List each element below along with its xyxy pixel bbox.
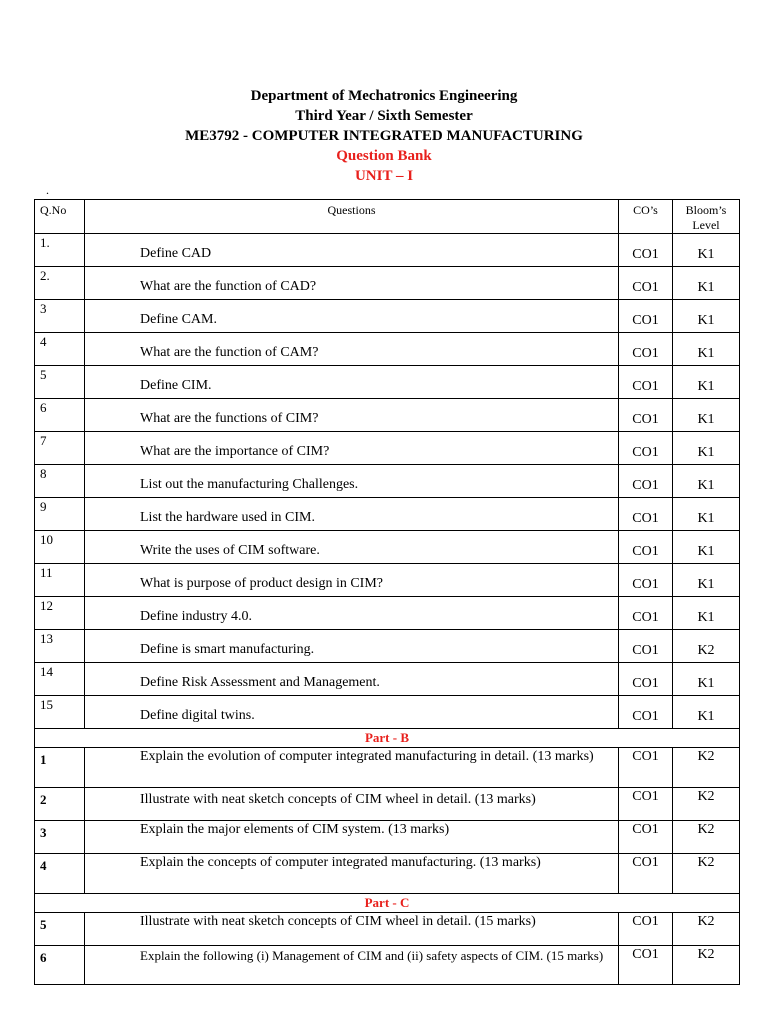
question-number: 2	[35, 788, 85, 821]
question-text: Write the uses of CIM software.	[85, 531, 619, 564]
question-text: What is purpose of product design in CIM?	[85, 564, 619, 597]
question-number: 1.	[35, 234, 85, 267]
table-row	[35, 748, 740, 788]
table-row	[35, 465, 740, 498]
course-outcome: CO1	[619, 300, 673, 333]
course-outcome: CO1	[619, 267, 673, 300]
table-header-row	[35, 200, 740, 234]
question-number: 12	[35, 597, 85, 630]
table-row	[35, 300, 740, 333]
question-number: 11	[35, 564, 85, 597]
course-outcome: CO1	[619, 821, 673, 854]
question-text: List out the manufacturing Challenges.	[85, 465, 619, 498]
table-row	[35, 696, 740, 729]
bloom-level: K1	[673, 366, 740, 399]
course-outcome: CO1	[619, 399, 673, 432]
part-b-title: Part - B	[35, 729, 740, 748]
stray-mark: .	[46, 183, 49, 197]
table-row	[35, 854, 740, 894]
course-outcome: CO1	[619, 465, 673, 498]
question-number: 5	[35, 366, 85, 399]
header-bloom: Bloom’s Level	[673, 200, 740, 234]
document-header	[0, 86, 768, 186]
question-number: 7	[35, 432, 85, 465]
table-row	[35, 234, 740, 267]
table-row	[35, 663, 740, 696]
question-text: List the hardware used in CIM.	[85, 498, 619, 531]
question-text: Illustrate with neat sketch concepts of CIM wheel in detail. (13 marks)	[85, 788, 619, 821]
question-number: 5	[35, 913, 85, 946]
part-c-title: Part - C	[35, 894, 740, 913]
table-row	[35, 333, 740, 366]
question-number: 4	[35, 854, 85, 894]
bloom-level: K2	[673, 748, 740, 788]
bloom-level: K2	[673, 946, 740, 985]
course-outcome: CO1	[619, 432, 673, 465]
part-b-heading-row	[35, 729, 740, 748]
table-row	[35, 946, 740, 985]
bloom-level: K1	[673, 498, 740, 531]
bloom-level: K1	[673, 333, 740, 366]
question-text: Define CIM.	[85, 366, 619, 399]
question-number: 6	[35, 946, 85, 985]
department-title: Department of Mechatronics Engineering	[250, 88, 518, 104]
table-row	[35, 821, 740, 854]
table-row	[35, 531, 740, 564]
course-outcome: CO1	[619, 597, 673, 630]
doc-type: Question Bank	[336, 148, 432, 164]
table-row	[35, 564, 740, 597]
course-outcome: CO1	[619, 333, 673, 366]
question-number: 6	[35, 399, 85, 432]
bloom-level: K1	[673, 465, 740, 498]
course-outcome: CO1	[619, 234, 673, 267]
course-outcome: CO1	[619, 498, 673, 531]
question-text: Explain the major elements of CIM system. (13 marks)	[85, 821, 619, 854]
course-outcome: CO1	[619, 630, 673, 663]
course-outcome: CO1	[619, 366, 673, 399]
bloom-level: K1	[673, 399, 740, 432]
question-text: Illustrate with neat sketch concepts of CIM wheel in detail. (15 marks)	[85, 913, 619, 946]
part-c-heading-row	[35, 894, 740, 913]
table-row	[35, 597, 740, 630]
bloom-level: K2	[673, 630, 740, 663]
question-text: Define Risk Assessment and Management.	[85, 663, 619, 696]
question-table	[34, 199, 740, 985]
bloom-level: K1	[673, 234, 740, 267]
question-text: What are the function of CAM?	[85, 333, 619, 366]
header-qno: Q.No	[35, 200, 85, 234]
bloom-level: K1	[673, 663, 740, 696]
course-outcome: CO1	[619, 854, 673, 894]
course-outcome: CO1	[619, 788, 673, 821]
table-row	[35, 267, 740, 300]
question-text: Define digital twins.	[85, 696, 619, 729]
table-row	[35, 630, 740, 663]
question-number: 15	[35, 696, 85, 729]
question-number: 8	[35, 465, 85, 498]
question-number: 10	[35, 531, 85, 564]
header-co: CO’s	[619, 200, 673, 234]
table-row	[35, 788, 740, 821]
year-semester: Third Year / Sixth Semester	[295, 108, 473, 124]
bloom-level: K2	[673, 854, 740, 894]
question-text: Explain the following (i) Management of CIM and (ii) safety aspects of CIM. (15 marks)	[85, 946, 619, 985]
bloom-level: K2	[673, 913, 740, 946]
bloom-level: K1	[673, 696, 740, 729]
question-text: What are the importance of CIM?	[85, 432, 619, 465]
question-text: Define industry 4.0.	[85, 597, 619, 630]
bloom-level: K1	[673, 300, 740, 333]
question-text: Explain the concepts of computer integrated manufacturing. (13 marks)	[85, 854, 619, 894]
unit-title: UNIT – I	[354, 168, 414, 184]
question-text: What are the function of CAD?	[85, 267, 619, 300]
question-number: 9	[35, 498, 85, 531]
question-text: Define CAM.	[85, 300, 619, 333]
course-outcome: CO1	[619, 696, 673, 729]
question-number: 2.	[35, 267, 85, 300]
question-number: 14	[35, 663, 85, 696]
bloom-level: K1	[673, 267, 740, 300]
question-text: What are the functions of CIM?	[85, 399, 619, 432]
table-row	[35, 366, 740, 399]
bloom-level: K1	[673, 597, 740, 630]
table-row	[35, 913, 740, 946]
question-number: 4	[35, 333, 85, 366]
table-row	[35, 399, 740, 432]
course-outcome: CO1	[619, 531, 673, 564]
bloom-level: K1	[673, 432, 740, 465]
course-outcome: CO1	[619, 663, 673, 696]
bloom-level: K1	[673, 564, 740, 597]
question-number: 3	[35, 821, 85, 854]
question-text: Define is smart manufacturing.	[85, 630, 619, 663]
course-outcome: CO1	[619, 564, 673, 597]
course-outcome: CO1	[619, 946, 673, 985]
question-text: Define CAD	[85, 234, 619, 267]
question-number: 13	[35, 630, 85, 663]
table-row	[35, 432, 740, 465]
header-question: Questions	[85, 200, 619, 234]
bloom-level: K2	[673, 821, 740, 854]
bloom-level: K1	[673, 531, 740, 564]
question-text: Explain the evolution of computer integrated manufacturing in detail. (13 marks)	[85, 748, 619, 788]
bloom-level: K2	[673, 788, 740, 821]
question-number: 3	[35, 300, 85, 333]
course-outcome: CO1	[619, 913, 673, 946]
table-row	[35, 498, 740, 531]
question-number: 1	[35, 748, 85, 788]
course-title: ME3792 - COMPUTER INTEGRATED MANUFACTURING	[185, 128, 583, 144]
course-outcome: CO1	[619, 748, 673, 788]
